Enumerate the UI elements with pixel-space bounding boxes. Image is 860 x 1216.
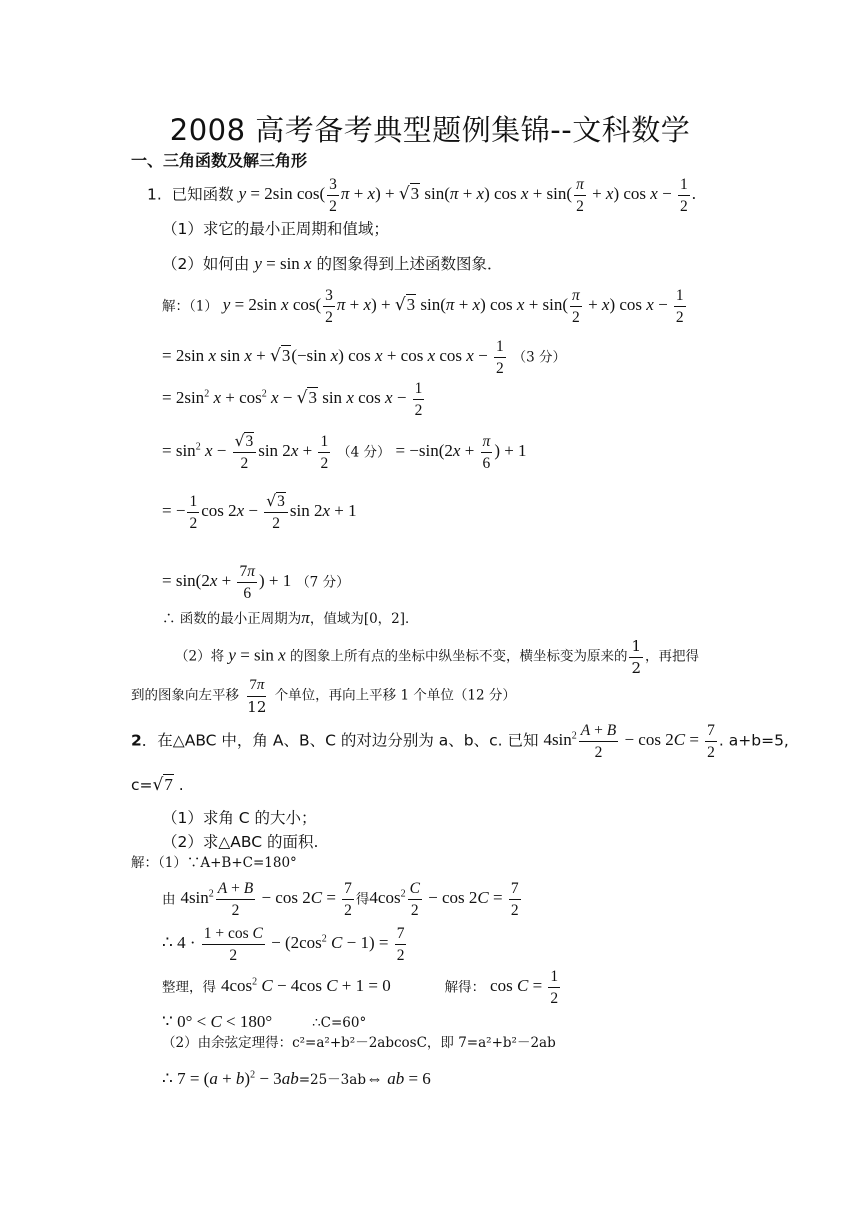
problem-2-question-2: （2）求△ABC 的面积. bbox=[162, 833, 319, 851]
problem-1-question-2: （2）如何由 y = sin x 的图象得到上述函数图象． bbox=[162, 254, 503, 273]
solution-2-step-4: 整理，得 $4\cos^2$ C − 4cos C + 1 = 0 解得： cos C = $\frac{1}{2}$ bbox=[162, 968, 559, 1008]
problem-2-number: 2 bbox=[131, 731, 142, 750]
solution-1-conclusion: ∴ 函数的最小正周期为π，值域为[0，2]． bbox=[162, 608, 419, 627]
solution-1-step-5: = − $\frac{1}{2}$ cos 2x − $\frac{√3}{2}$ sin 2x + 1 bbox=[162, 492, 357, 533]
solution-1-part-2-line-2: 到的图象向左平移 $\frac{7\pi}{12}$ 个单位，再向上平移 1 个单位（12 分） bbox=[131, 677, 516, 716]
section-heading: 一、三角函数及解三角形 bbox=[131, 151, 308, 170]
problem-2-statement: 2．在△ABC 中，角 A、B、C 的对边分别为 a、b、c. 已知 $4\sin^2$ $\frac{A + B}{2}$ − cos 2C = $\frac{7}{2}$ . a+b=5, bbox=[131, 722, 789, 762]
solution-1-step-6: = sin(2x + $\frac{7\pi}{6}$ ) + 1 （7 分） bbox=[162, 563, 350, 603]
problem-1-intro: 已知函数 bbox=[171, 185, 234, 204]
problem-1-statement bbox=[147, 176, 696, 215]
problem-1-number: 1. bbox=[147, 185, 162, 204]
solution-1-step-4: = $\sin^2 x$ − $\frac{√3}{2}$ sin 2x + $\frac{1}{2}$ （4 分） = −sin(2x + $\frac{\pi}{6}$ ) + 1 bbox=[162, 432, 527, 473]
solution-2-step-5: ∵ 0° < C < 180° ∴C=60° bbox=[162, 1012, 367, 1031]
problem-1-question-1: （1）求它的最小正周期和值域； bbox=[162, 220, 389, 238]
solution-1-step-3: = $2\sin^2$ $x + \cos^2 x - √3$ sin x cos x − $\frac{1}{2}$ bbox=[162, 380, 423, 420]
problem-1-function: y = 2sin cos( $\frac{3}{2}$ π + x) + √3 sin(π + x) cos x + sin( $\frac{\pi}{2}$ + x) cos x − $\frac{1}{2}$ . bbox=[238, 176, 696, 216]
solution-2-step-1: 解：（1）∵A+B+C=180° bbox=[131, 855, 297, 871]
solution-2-step-6: （2）由余弦定理得：c²=a²+b²－2abcosC，即 7=a²+b²－2ab bbox=[162, 1035, 556, 1051]
page-title: 2008 高考备考典型题例集锦--文科数学 bbox=[169, 113, 691, 147]
solution-2-step-3: ∴ 4 · $\frac{\text{1 + cos C}}{2}$ − ($2\cos^2$ C − 1) = $\frac{7}{2}$ bbox=[162, 925, 405, 965]
solution-label: 解：（1） bbox=[162, 298, 218, 315]
solution-2-step-7: ∴ $7 = (a + b)^2$ − 3ab=25－3ab⇔ ab = 6 bbox=[162, 1069, 431, 1088]
solution-2-step-2: 由 $4\sin^2$ $\frac{A + B}{2}$ − cos 2C = $\frac{7}{2}$ 得$4\cos^2$ $\frac{C}{2}$ − cos 2C = $\frac{7}{2}$ bbox=[162, 880, 519, 920]
problem-2-question-1: （1）求角 C 的大小； bbox=[162, 809, 317, 827]
problem-2-c-value: c=√7 . bbox=[131, 775, 184, 795]
solution-1-step-2: = 2sin x sin x + √3(−sin x) cos x + cos x cos x − $\frac{1}{2}$ （3 分） bbox=[162, 338, 567, 378]
solution-1-part-2: （2）将 y = sin x 的图象上所有点的坐标中纵坐标不变，横坐标变为原来的 $\frac{1}{2}$ ，再把得 bbox=[175, 637, 700, 677]
solution-1-step-1: 解：（1） y = 2sin x cos( $\frac{3}{2}$ π + x) + √3 sin(π + x) cos x + sin( $\frac{\pi}{2}$ + x) cos x − $\frac{1}{2}$ bbox=[162, 287, 684, 327]
